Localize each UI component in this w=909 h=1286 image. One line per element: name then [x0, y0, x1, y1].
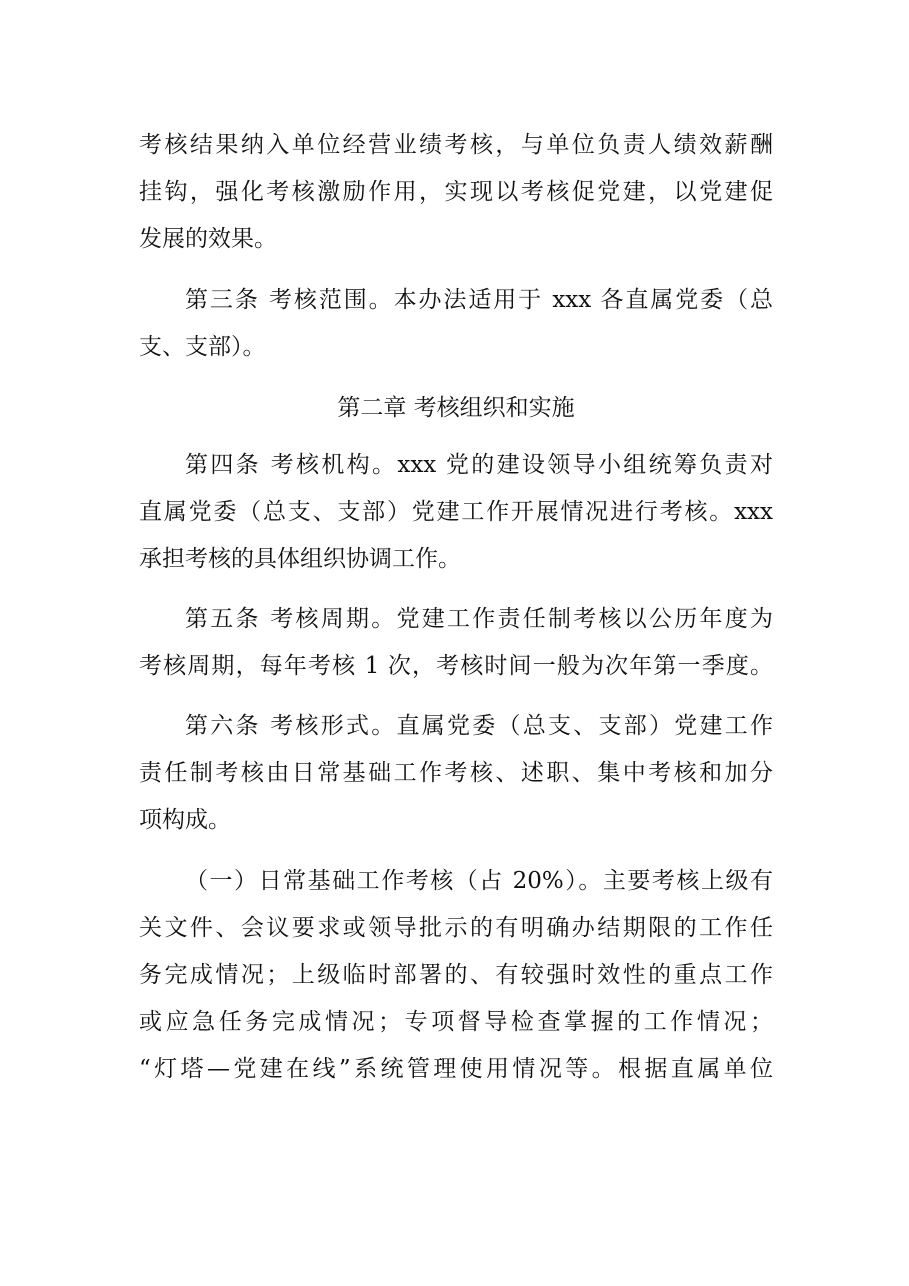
text-line: （一）日常基础工作考核（占 20%）。主要考核上级有 [185, 868, 773, 894]
text-line: 直属党委（总支、支部）党建工作开展情况进行考核。xxx [139, 499, 773, 525]
text-line: 考核结果纳入单位经营业绩考核，与单位负责人绩效薪酬 [139, 132, 773, 158]
text-line: 责任制考核由日常基础工作考核、述职、集中考核和加分 [139, 760, 773, 786]
text-line: “灯塔—党建在线”系统管理使用情况等。根据直属单位 [139, 1056, 773, 1082]
text-line: 项构成。 [139, 807, 231, 833]
text-line: 第五条 考核周期。党建工作责任制考核以公历年度为 [185, 606, 773, 632]
text-line: 第六条 考核形式。直属党委（总支、支部）党建工作 [185, 713, 773, 739]
text-line: 或应急任务完成情况；专项督导检查掌握的工作情况； [139, 1009, 773, 1035]
chapter-heading: 第二章 考核组织和实施 [337, 395, 575, 421]
text-line: 承担考核的具体组织协调工作。 [139, 546, 461, 572]
text-line: 关文件、会议要求或领导批示的有明确办结期限的工作任 [139, 915, 773, 941]
text-line: 第四条 考核机构。xxx 党的建设领导小组统筹负责对 [185, 452, 773, 478]
text-line: 发展的效果。 [139, 226, 277, 252]
text-line: 考核周期，每年考核 1 次，考核时间一般为次年第一季度。 [139, 653, 773, 679]
text-line: 第三条 考核范围。本办法适用于 xxx 各直属党委（总 [185, 287, 773, 313]
text-line: 务完成情况；上级临时部署的、有较强时效性的重点工作 [139, 962, 773, 988]
text-line: 挂钩，强化考核激励作用，实现以考核促党建，以党建促 [139, 179, 773, 205]
text-line: 支、支部）。 [139, 334, 266, 360]
